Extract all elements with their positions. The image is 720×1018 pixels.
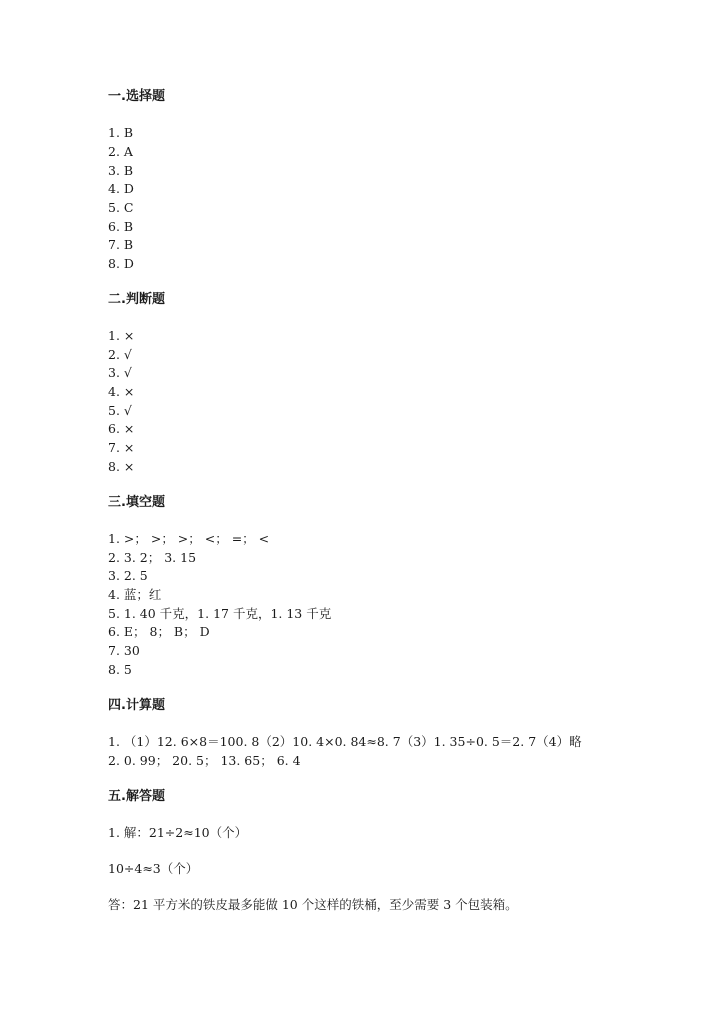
answer-line: 答：21 平方米的铁皮最多能做 10 个这样的铁桶，至少需要 3 个包装箱。 [108, 897, 518, 912]
answer-line: 4. D [108, 181, 134, 196]
section-title-calculation: 四.计算题 [108, 698, 165, 713]
answer-line: 8. × [108, 459, 135, 474]
answer-line: 3. √ [108, 365, 132, 380]
section-title-word-problems: 五.解答题 [108, 789, 165, 804]
answer-line: 10÷4≈3（个） [108, 861, 199, 876]
answer-line: 1. >； >； >； <； =； < [108, 531, 270, 546]
section-title-fill-blank: 三.填空题 [108, 495, 165, 510]
answer-line: 3. 2. 5 [108, 568, 148, 583]
answer-line: 6. E； 8； B； D [108, 624, 210, 639]
answer-line: 4. × [108, 384, 135, 399]
answer-line: 3. B [108, 163, 134, 178]
answer-line: 8. D [108, 256, 134, 271]
answer-line: 7. B [108, 237, 134, 252]
answer-line: 4. 蓝；红 [108, 587, 162, 602]
answer-line: 5. √ [108, 403, 132, 418]
section-title-true-false: 二.判断题 [108, 292, 165, 307]
answer-line: 6. B [108, 219, 134, 234]
answer-line: 8. 5 [108, 662, 132, 677]
answer-line: 1. B [108, 125, 134, 140]
answer-line: 7. × [108, 440, 135, 455]
answer-line: 2. A [108, 144, 133, 159]
answer-line: 1. × [108, 328, 135, 343]
answer-line: 5. 1. 40 千克，1. 17 千克，1. 13 千克 [108, 606, 332, 621]
answer-line: 2. 3. 2； 3. 15 [108, 550, 197, 565]
answer-line: 7. 30 [108, 643, 140, 658]
answer-line: 1. 解：21÷2≈10（个） [108, 825, 248, 840]
answer-line: 6. × [108, 421, 135, 436]
answer-line: 5. C [108, 200, 134, 215]
answer-line: 2. 0. 99； 20. 5； 13. 65； 6. 4 [108, 753, 301, 768]
section-title-multiple-choice: 一.选择题 [108, 89, 165, 104]
answer-line: 2. √ [108, 347, 132, 362]
answer-line: 1. （1）12. 6×8＝100. 8（2）10. 4×0. 84≈8. 7（3）1. 35÷0. 5＝2. 7（4）略 [108, 734, 582, 749]
